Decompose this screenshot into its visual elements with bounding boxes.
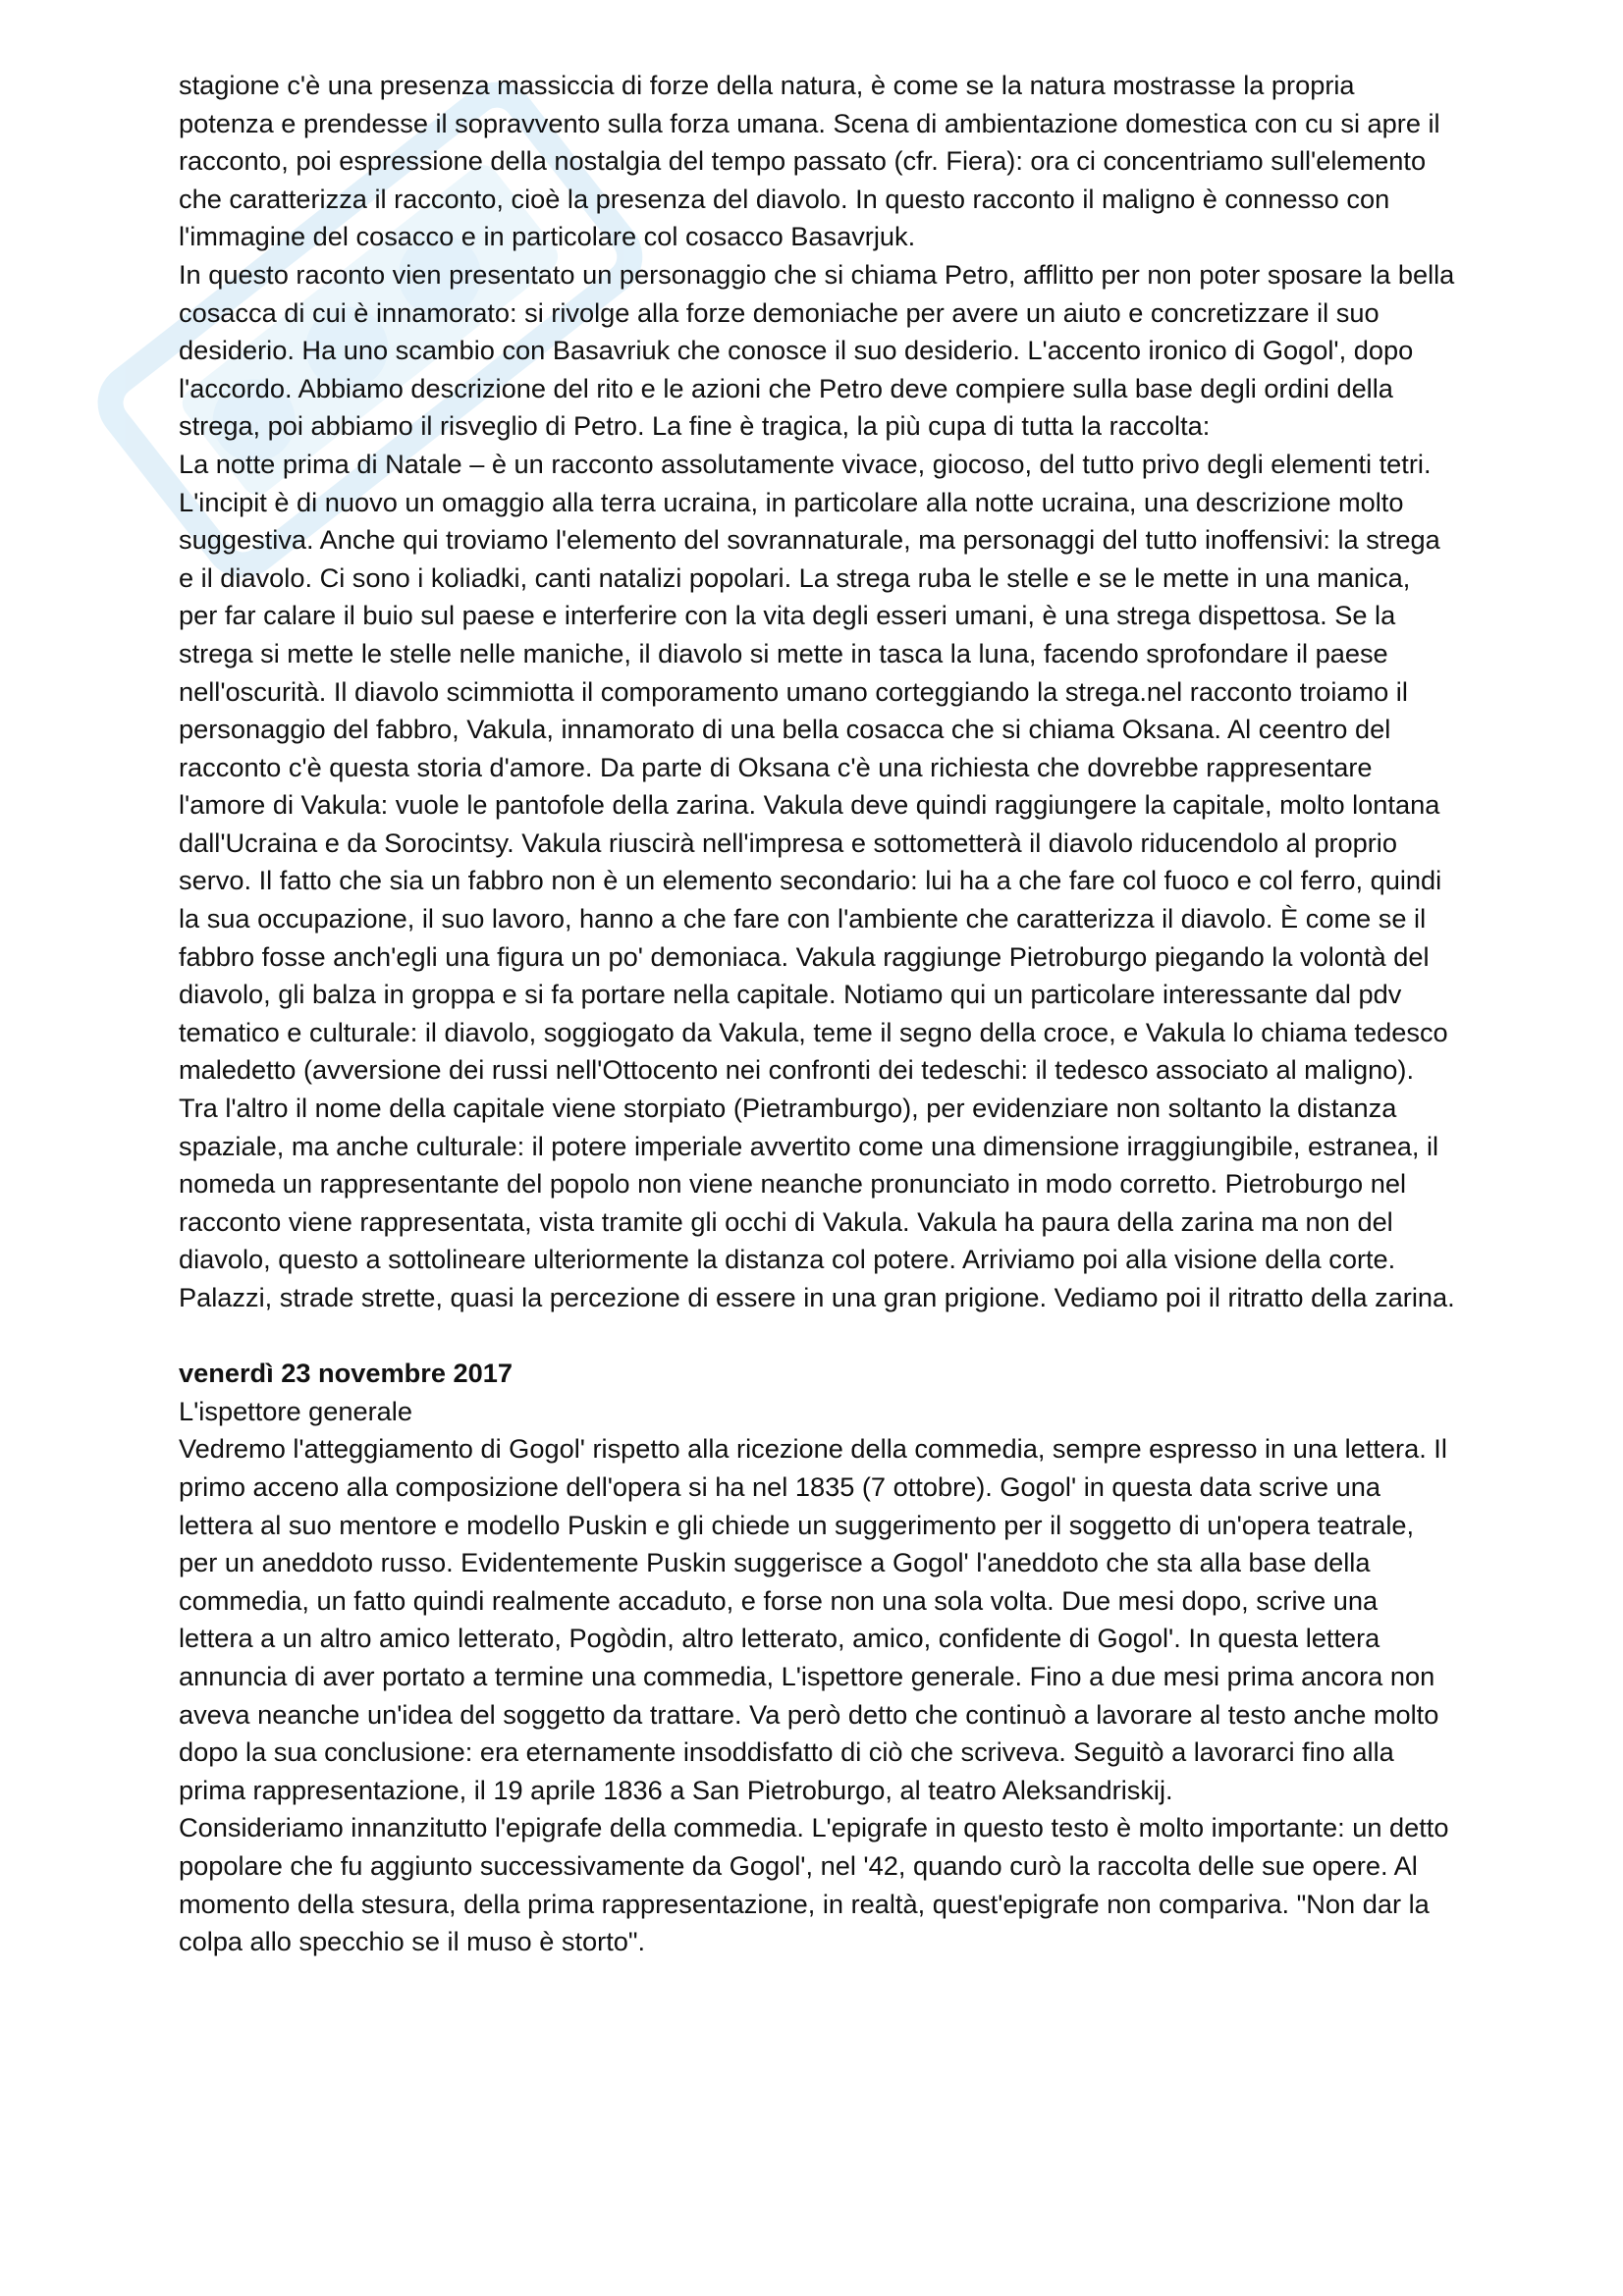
paragraph: In questo raconto vien presentato un personaggio che si chiama Petro, afflitto per non poter sposare la bella cosacca di cui è innamorato: si rivolge alla forze demoniache per avere un aiuto e concretizzare il suo desiderio. Ha uno scambio con Basavriuk che conosce il suo desiderio. L'accento ironico di Gogol', dopo l'accordo. Abbiamo descrizione del rito e le azioni che Petro deve compiere sulla base degli ordini della strega, poi abbiamo il risveglio di Petro. La fine è tragica, la più cupa di tutta la raccolta: [179,258,1455,442]
paragraph: stagione c'è una presenza massiccia di forze della natura, è come se la natura mostrasse la propria potenza e prendesse il sopravvento sulla forza umana. Scena di ambientazione domestica con cu si apre il racconto, poi espressione della nostalgia del tempo passato (cfr. Fiera): ora ci concentriamo sull'elemento che caratterizza il racconto, cioè la presenza del diavolo. In questo racconto il maligno è connesso con l'immagine del cosacco e in particolare col cosacco Basavrjuk. [179,70,1440,252]
document-page [179,67,1455,1961]
paragraph: Vedremo l'atteggiamento di Gogol' rispetto alla ricezione della commedia, sempre espresso in una lettera. Il primo acceno alla composizione dell'opera si ha nel 1835 (7 ottobre). Gogol' in questa data scrive una lettera al suo mentore e modello Puskin e gli chiede un suggerimento per il soggetto di un'opera teatrale, per un aneddoto russo. Evidentemente Puskin suggerisce a Gogol' l'aneddoto che sta alla base della commedia, un fatto quindi realmente accaduto, e forse non una sola volta. Due mesi dopo, scrive una lettera a un altro amico letterato, Pogòdin, altro letterato, amico, confidente di Gogol'. In questa lettera annuncia di aver portato a termine una commedia, L'ispettore generale. Fino a due mesi prima ancora non aveva neanche un'idea del soggetto da trattare. Va però detto che continuò a lavorare al testo anche molto dopo la sua conclusione: era eternamente insoddisfatto di ciò che scriveva. Seguitò a lavorarci fino alla prima rappresentazione, il 19 aprile 1836 a San Pietroburgo, al teatro Aleksandriskij. [179,1433,1447,1805]
section-date-heading: venerdì 23 novembre 2017 [179,1358,514,1389]
paragraph: La notte prima di Natale – è un racconto assolutamente vivace, giocoso, del tutto privo degli elementi tetri. L'incipit è di nuovo un omaggio alla terra ucraina, in particolare alla notte ucraina, una descrizione molto suggestiva. Anche qui troviamo l'elemento del sovrannaturale, ma personaggi del tutto inoffensivi: la strega e il diavolo. Ci sono i koliadki, canti natalizi popolari. La strega ruba le stelle e se le mette in una manica, per far calare il buio sul paese e interferire con la vita degli esseri umani, è una strega dispettosa. Se la strega si mette le stelle nelle maniche, il diavolo si mette in tasca la luna, facendo sprofondare il paese nell'oscurità. Il diavolo scimmiotta il comporamento umano corteggiando la strega.nel racconto troiamo il personaggio del fabbro, Vakula, innamorato di una bella cosacca che si chiama Oksana. Al ceentro del racconto c'è questa storia d'amore. Da parte di Oksana c'è una richiesta che dovrebbe rappresentare l'amore di Vakula: vuole le pantofole della zarina. Vakula deve quindi raggiungere la capitale, molto lontana dall'Ucraina e da Sorocintsy. Vakula riuscirà nell'impresa e sottometterà il diavolo riducendolo al proprio servo. Il fatto che sia un fabbro non è un elemento secondario: lui ha a che fare col fuoco e col ferro, quindi la sua occupazione, il suo lavoro, hanno a che fare con l'ambiente che caratterizza il diavolo. È come se il fabbro fosse anch'egli una figura un po' demoniaca. Vakula raggiunge Pietroburgo piegando la volontà del diavolo, gli balza in groppa e si fa portare nella capitale. Notiamo qui un particolare interessante dal pdv tematico e culturale: il diavolo, soggiogato da Vakula, teme il segno della croce, e Vakula lo chiama tedesco maledetto (avversione dei russi nell'Ottocento nei confronti dei tedeschi: il tedesco associato al maligno). Tra l'altro il nome della capitale viene storpiato (Pietramburgo), per evidenziare non soltanto la distanza spaziale, ma anche culturale: il potere imperiale avvertito come una dimensione irraggiungibile, estranea, il nomeda un rappresentante del popolo non viene neanche pronunciato in modo corretto. Pietroburgo nel racconto viene rappresentata, vista tramite gli occhi di Vakula. Vakula ha paura della zarina ma non del diavolo, questo a sottolineare ulteriormente la distanza col potere. Arriviamo poi alla visione della corte. Palazzi, strade strette, quasi la percezione di essere in una gran prigione. Vediamo poi il ritratto della zarina. [179,448,1455,1312]
section-title: L'ispettore generale [179,1395,412,1426]
paragraph: Consideriamo innanzitutto l'epigrafe della commedia. L'epigrafe in questo testo è molto importante: un detto popolare che fu aggiunto successivamente da Gogol', nel '42, quando curò la raccolta delle sue opere. Al momento della stesura, della prima rappresentazione, in realtà, quest'epigrafe non compariva. "Non dar la colpa allo specchio se il muso è storto". [179,1812,1449,1957]
